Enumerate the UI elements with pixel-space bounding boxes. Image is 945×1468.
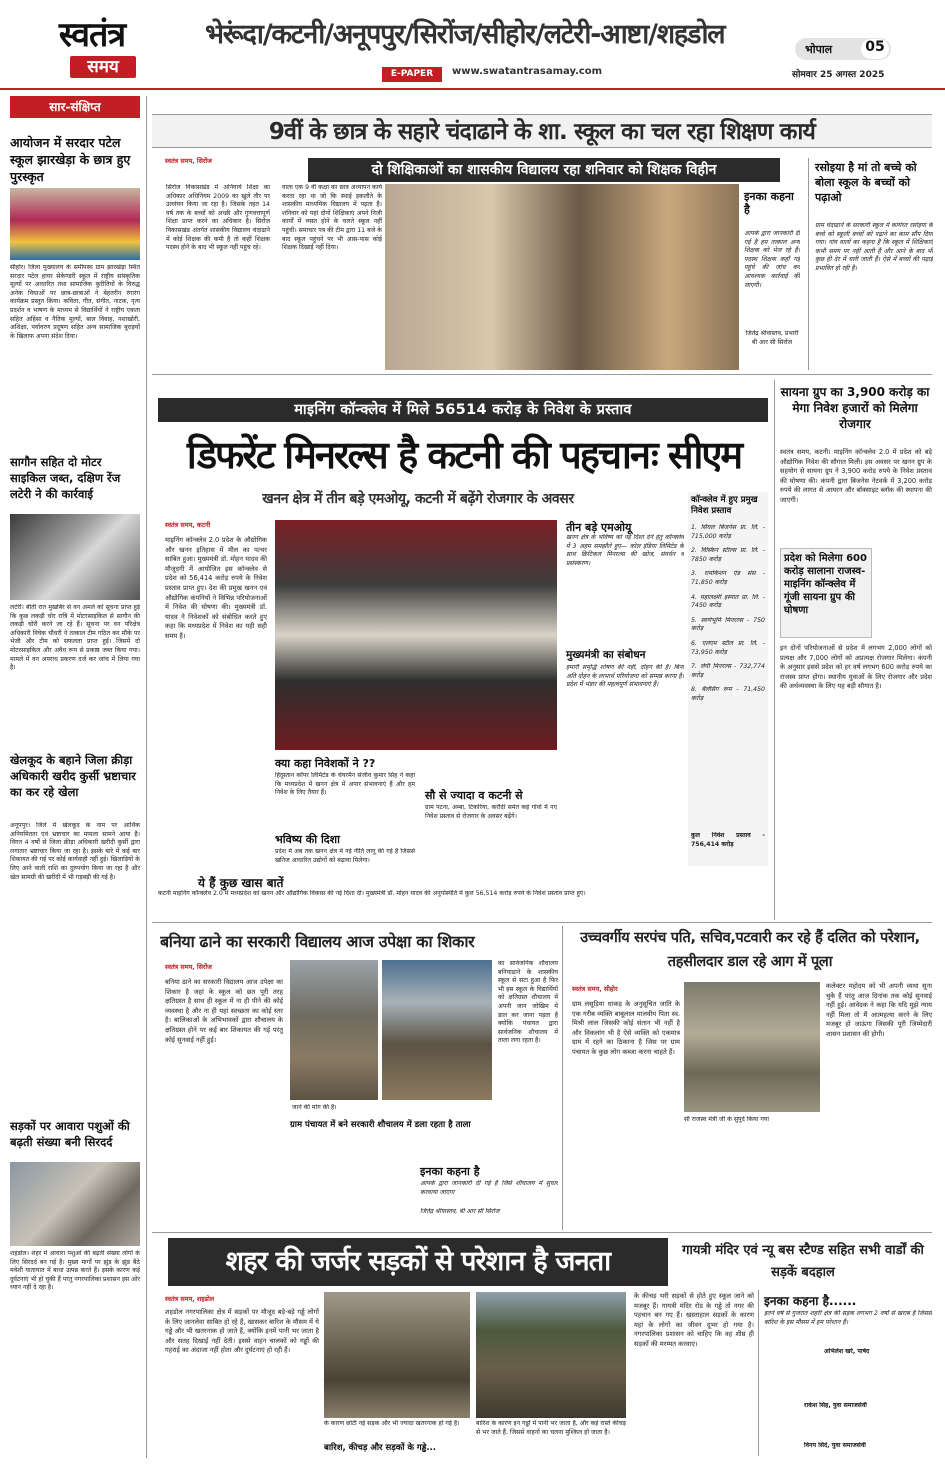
mining-photo xyxy=(275,520,557,750)
roads-headline: शहर की जर्जर सड़कों से परेशान है जनता xyxy=(168,1238,668,1286)
cm-body: हमारी समृद्धि शोषण की नहीं, दोहन की है। बिना अति दोहन के लाभार्थ परियोजना को सम्पन्न करना है। प्रदेश में भंडार की महत्वपूर्ण संभावनाएं हैं। xyxy=(566,664,684,689)
investment-box-title: कॉन्क्लेव में हुए प्रमुख निवेश प्रस्ताव xyxy=(691,495,758,516)
roads-caption-1: के कारण छोटी नई सड़क और भी ज्यादा खतरनाक हो गई है। xyxy=(324,1420,460,1427)
edition-box xyxy=(795,38,891,60)
mining-kicker: माइनिंग कॉन्क्लेव में मिले 56514 करोड़ के निवेश के प्रस्ताव xyxy=(158,398,768,422)
roads-photo-2 xyxy=(476,1292,626,1418)
top-story-col1: सिरोंज विकासखंड में अनिवार्य शिक्षा का अधिकार अधिनियम 2009 का खुले तौर पर उल्लंघन किया जा रहा है। जिसके तहत 14 वर्ष तक के बच्चों को अच्छी और गुणवत्तापूर्ण शिक्षा प्राप्त करने का अधिकार है। सिरोंज विकासखंड अंतर्गत शासकीय विद्यालय चंदाढाने में कोई शिक्षक की कमी है तो कहीं शिक्षक पदस्थ होने के बाद भी स्कूल नहीं पहुंच रहे। xyxy=(166,184,270,252)
cm-title: मुख्यमंत्री का संबोधन xyxy=(566,649,646,661)
katni-body: ग्राम पटना, अम्बा, टिकरिया, करौंदी समेत कई गांवों में नए निवेश प्रस्ताव से रोजगार के अवसर बढ़ेंगे। xyxy=(425,804,557,820)
mining-rule xyxy=(152,922,932,923)
roads-body-2: के कीचड़ भरी सड़कों से होते हुए स्कूल जाने को मजबूर हैं। गायत्री मंदिर रोड के गड्ढे तो नगर की पहचान बन गए हैं। खस्ताहाल सड़कों के कारण यहां के लोगों का जीवन दूभर हो गया है। नगरपालिका प्रशासन को चाहिए कि वह शीघ्र ही सड़कों की मरम्मत करवाए। xyxy=(634,1292,754,1348)
top-story-photo xyxy=(385,184,739,370)
logo-top: स्वतंत्र xyxy=(58,15,126,55)
bania-quote-title: इनका कहना है xyxy=(420,1165,480,1178)
bania-caption-2: ग्राम पंचायत में बने सरकारी शौचालय में डला रहता है ताला xyxy=(290,1120,471,1130)
issue-date: सोमवार 25 अगस्त 2025 xyxy=(792,70,885,80)
investment-item: 6. एलएम स्टील प्रा. लि. - 73,950 करोड़ xyxy=(691,639,765,656)
roads-quote xyxy=(764,1292,932,1456)
roads-quote-name-1: अभिलेश खरे, पार्षद xyxy=(824,1348,870,1355)
brief-4-photo xyxy=(10,1162,140,1246)
investors-box xyxy=(275,756,557,866)
brief-1-body: सीहोर। जिला मुख्यालय के समीपस्थ ग्राम झारखेड़ा स्थित सरदार पटेल हायर सेकेण्डरी स्कूल में राष्ट्रीय सांस्कृतिक मूल्यों पर आधारित तथा सामाजिक कुरीतियों के विरुद्ध अनेक विधाओं पर छात्र-छात्राओं ने बेहतरीन रंगारंग कार्यक्रम प्रस्तुत किया। कविता, गीत, संगीत, नाटक, नृत्य प्रदर्शन व भाषण के माध्यम से विद्यार्थियों ने राष्ट्रीय एकता सहित अहिंसा व नैतिक मूल्यों, बाल विवाह, नशाखोरी, अशिक्षा, पर्यावरण प्रदूषण सहित अन्य सामाजिक बुराइयों के खिलाफ अपना संदेश दिया। xyxy=(10,264,140,340)
quote-title: इनका कहना है xyxy=(744,190,794,216)
investors-body: हिंदुस्तान कॉपर लिमिटेड के चेयरमैन संजीव कुमार सिंह ने कहा कि मध्यप्रदेश में खनन क्षेत्र में अपार संभावनाएं हैं और हम निवेश के लिए तैयार हैं। xyxy=(275,772,415,797)
edition-name: भोपाल xyxy=(805,43,833,56)
masthead-rule xyxy=(0,88,945,90)
top-story-rule xyxy=(152,374,932,375)
top-story-headline: 9वीं के छात्र के सहारे चंदाढाने के शा. स्कूल का चल रहा शिक्षण कार्य xyxy=(152,114,932,148)
katni-title: सौ से ज्यादा व कटनी से xyxy=(425,789,523,802)
top-side-rule xyxy=(808,158,809,370)
brief-3-body: अनूपपुर। जिले में खेलकूद के नाम पर आर्थिक अनियमितता एवं भ्रष्टाचार का मामला सामने आया है। विगत 4 वर्षों से जिला क्रीड़ा अधिकारी खरीदी कुर्सी द्वारा लगातार भ्रष्टाचार किया जा रहा है। इसके बारे में कई बार शिकायत की गई पर कोई कार्यवाही नहीं हुई। खिलाड़ियों के लिए आने वाली राशि का दुरुपयोग किया जा रहा है और खेल सामग्री की खरीदी में भी गड़बड़ी की गई है। xyxy=(10,822,140,881)
saina-box: प्रदेश को मिलेगा 600 करोड़ सालाना राजस्व-माइनिंग कॉन्क्लेव में गूंजी सायना ग्रुप की घोषणा xyxy=(780,548,872,638)
investment-item: 7. जेपी मिनरल्स - 732,774 करोड़ xyxy=(691,663,765,679)
quote-text: आपके द्वारा जानकारी दी गई है हम तत्काल अन्य शिक्षक को भेज रहे हैं। पदस्थ शिक्षक कहाँ गईं पहुंचे की जांच कर आवश्यक कार्रवाई की जाएगी। xyxy=(744,230,800,289)
mining-side-rule xyxy=(774,380,775,920)
roads-caption-2: बारिश के कारण इन गड्ढों में पानी भर जाता है, और कई रास्ते कीचड़ से भर जाते हैं, जिससे वाहनों का चलना मुश्किल हो जाता है। xyxy=(476,1420,626,1436)
mou-title: तीन बड़े एमओयू xyxy=(566,521,632,534)
epaper-label: E-PAPER xyxy=(382,67,442,82)
roads-photo-1 xyxy=(324,1292,470,1418)
roads-side-rule xyxy=(758,1290,759,1456)
investment-item: 3. रामकिशन एंड संस - 71,850 करोड़ xyxy=(691,570,765,586)
investment-item: 8. बैलेंसिंग रूम - 71,450 करोड़ xyxy=(691,686,765,702)
left-column-rule xyxy=(146,96,147,1458)
brief-4-body: शहडोल। शहर में आवारा पशुओं की बढ़ती संख्या लोगों के लिए सिरदर्द बन गई है। मुख्य मार्गों पर झुंड के झुंड बैठे मवेशी यातायात में बाधा उत्पन्न करते हैं। इसके कारण कई दुर्घटनाएं भी हो चुकी हैं परंतु नगरपालिका प्रशासन इस ओर ध्यान नहीं दे रहा है। xyxy=(10,1250,140,1292)
brief-2-photo xyxy=(10,514,140,600)
masthead xyxy=(0,0,945,90)
side-story-body: ग्राम चंदाढाने के सरकारी स्कूल में कार्यरत रसोइया के बच्चे को स्कूली बच्चों को पढ़ाने का काम सौंप दिया गया। गांव वालों का कहना है कि स्कूल में शिक्षिकाएं कभी समय पर नहीं आती हैं और आने के बाद भी कुछ ही देर में चली जाती हैं। ऐसे में बच्चों की पढ़ाई प्रभावित हो रही है। xyxy=(815,222,933,272)
mining-headline: डिफरेंट मिनरल्स है कटनी की पहचानः सीएम xyxy=(186,433,742,477)
top-story-subhead: दो शिक्षिकाओं का शासकीय विद्यालय रहा शनिवार को शिक्षक विहीन xyxy=(308,158,780,182)
mou-body: खनन क्षेत्र के भविष्य को नई दिशा देने हेतु कॉन्क्लेव में 3 अहम समझौते हुए— कोल इंडिया लिमिटेड के साथ क्रिटिकल मिनरल्स की खोज, संवर्धन व प्रसंस्करण। xyxy=(566,534,684,567)
investment-item: 1. सिंघल बिजनेस प्रा. लि. - 715,000 करोड़ xyxy=(691,524,765,540)
city-list: भेरूंदा/कटनी/अनूपपुर/सिरोंज/सीहोर/लटेरी-आष्टा/शहडोल xyxy=(205,19,725,50)
side-story-title: रसोइया है मां तो बच्चे को बोला स्कूल के बच्चों को पढ़ाओ xyxy=(815,161,917,204)
roads-quote-name-2: राकेश सिंह, युवा समाजसेवी xyxy=(804,1402,867,1409)
roads-byline: स्वतंत्र समय, शहडोल xyxy=(165,1295,215,1303)
sarpanch-body: ग्राम लसूड़िया धाकड़ के अनुसूचित जाति के एक गरीब व्यक्ति बाबूलाल मालवीय पिता स्व. मिश्री लाल जिसकी कोई संतान भी नहीं है और विकलांग भी है ऐसे व्यक्ति को एकमात्र ग्राम में रहने का ठिकाना है जिस पर ग्राम पंचायत के कुछ लोग कब्जा करना चाहते हैं। xyxy=(572,1000,680,1056)
investors-title: क्या कहा निवेशकों ने ?? xyxy=(275,757,376,770)
future-title: भविष्य की दिशा xyxy=(275,833,340,846)
brief-2-title: सागौन सहित दो मोटर साइकिल जब्त, दक्षिण रेंज लटेरी ने की कार्रवाई xyxy=(10,455,121,501)
top-story-byline: स्वतंत्र समय, सिरोंज xyxy=(165,157,212,165)
roads-quote-text: इतने वर्ष से गुजरात शहरी क्षेत्र की सड़क लगभग 2 वर्षों से खराब है जिससे बारिश के इस मौसम में हम परेशान हैं। xyxy=(764,1310,932,1326)
mining-byline: स्वतंत्र समय, कटनी xyxy=(165,521,211,529)
brief-4-title: सड़कों पर आवारा पशुओं की बढ़ती संख्या बनी सिरदर्द xyxy=(10,1119,130,1149)
top-story-quote xyxy=(744,190,800,370)
roads-side-head: गायत्री मंदिर एवं न्यू बस स्टैण्ड सहित सभी वार्डों की सड़कें बदहाल xyxy=(682,1243,924,1280)
bania-rule xyxy=(562,926,563,1230)
left-column xyxy=(10,96,140,1458)
saina-title: सायना ग्रुप का 3,900 करोड़ का मेगा निवेश हजारों को मिलेगा रोजगार xyxy=(780,385,930,431)
mou-box xyxy=(566,520,684,866)
investment-box xyxy=(688,492,768,866)
bania-quote-name: जितेंद्र श्रीवास्तव, बी आर सी सिरोंज xyxy=(420,1208,500,1215)
future-body: प्रदेश में अब तक खनन क्षेत्र में नई नीति लागू की गई है जिससे खनिज आधारित उद्योगों को बढ़ावा मिलेगा। xyxy=(275,848,415,864)
site-url[interactable]: www.swatantrasamay.com xyxy=(452,66,603,77)
investment-item: 5. स्वर्णभूमि मिनरल्स - 750 करोड़ xyxy=(691,616,765,633)
bania-headline: बनिया ढाने का सरकारी विद्यालय आज उपेक्षा का शिकार xyxy=(160,932,475,951)
brief-1-title: आयोजन में सरदार पटेल स्कूल झारखेड़ा के छात्र हुए पुरस्कृत xyxy=(10,135,131,184)
investment-item: 4. महालक्ष्मी इस्पात प्रा. लि. - 7450 करोड़ xyxy=(691,593,765,610)
logo xyxy=(28,10,156,80)
bania-caption-1: जाने की मांग की है। xyxy=(292,1104,337,1111)
investment-list xyxy=(691,524,765,824)
page-number: 05 xyxy=(861,39,889,59)
section-banner: सार-संक्षिप्त xyxy=(10,96,140,118)
bania-photo-2 xyxy=(382,960,492,1100)
logo-bottom: समय xyxy=(70,56,136,78)
mining-subhead: खनन क्षेत्र में तीन बड़े एमओयू, कटनी में बढ़ेंगे रोजगार के अवसर xyxy=(262,491,574,507)
special-body: कटनी माइनिंग कॉन्क्लेव 2.0 में मध्यप्रदेश को खनन और औद्योगिक विकास की नई दिशा दी। मुख्यमंत्री डॉ. मोहन यादव की अनुपस्थिति में कुल 56,514 करोड़ रुपये के निवेश प्रस्ताव प्राप्त हुए। xyxy=(158,890,586,897)
bania-body-2: का सार्वजनिक शौचालय बनियाढाने के शासकीय स्कूल से सटा हुआ है फिर भी इस स्कूल के विद्यार्थियों को क्षतिग्रस्त शौचालय में अपनी जान जोखिम में डाल कर जाना पड़ता है क्योंकि पंचायत द्वारा सार्वजनिक शौचालय में ताला लगा रहता है। xyxy=(498,960,558,1045)
bania-quote-text: आपके द्वारा जानकारी दी गई है जिसे शौचालय में सुधार करवाया जाएगा xyxy=(420,1180,558,1196)
brief-2-body: लटेरी। बीती रात मुखबिर से वन अमले को सूचना प्राप्त हुई कि कुछ लकड़ी चोर रात्रि में मोटरसाइकिल से सागौन की लकड़ी चोरी करने जा रहे हैं। सूचना पर वन परिक्षेत्र अधिकारी विवेक चौधरी ने तत्काल टीम गठित कर मौके पर भेजी और टीम को सफलता प्राप्त हुई। जिसमें दो मोटरसाइकिल और अवैध रूप से प्रकाष्ठ जब्त किया गया। मामले में वन अपराध प्रकरण दर्ज कर जांच में लिया गया है। xyxy=(10,604,140,672)
sarpanch-headline: उच्चवर्गीय सरपंच पति, सचिव,पटवारी कर रहे हैं दलित को परेशान, तहसीलदार डाल रहे आग में पूला xyxy=(580,930,920,970)
investment-item: 2. विस्किन स्टील्स प्रा. लि. - 7850 करोड़ xyxy=(691,547,765,563)
saina-body-2: इन दोनों परियोजनाओं से प्रदेश में लगभग 2,000 लोगों को प्रत्यक्ष और 7,000 लोगों को अप्रत्यक्ष रोजगार मिलेगा। कंपनी के अनुसार इससे प्रदेश को हर वर्ष लगभग 600 करोड़ रुपये का राजस्व प्राप्त होगा। स्थानीय युवाओं के लिए रोजगार और प्रदेश की अर्थव्यवस्था के लिए यह बड़ी सौगात है। xyxy=(780,644,932,691)
sarpanch-caption: सी राजस्व मंत्री जी के सुपुर्द किया गया xyxy=(684,1116,769,1123)
sarpanch-photo xyxy=(684,982,820,1112)
mid-rule xyxy=(152,1232,932,1233)
roads-quote-name-3: विनय सिंदे, युवा समाजसेवी xyxy=(804,1442,866,1449)
bania-quote xyxy=(420,1164,558,1226)
brief-1-photo xyxy=(10,188,140,260)
bania-byline: स्वतंत्र समय, सिरोंज xyxy=(165,963,212,971)
roads-quote-title: इनका कहना है...... xyxy=(764,1294,857,1308)
investment-total: कुल निवेश प्रस्ताव - 756,414 करोड़ xyxy=(691,832,765,848)
bania-body: बनिया ढाने का सरकारी विद्यालय आज उपेक्षा का शिकार है जहां के स्कूल को छत पूरी तरह क्षतिग्रस्त है साथ ही स्कूल में ना ही पीने की कोई व्यवस्था है और ना ही यहां स्वच्छता का कोई स्तर है। बालिकाओं के अभिभावकों द्वारा शौचालय के क्षतिग्रस्त होने पर कई बार शिकायत की गई परंतु कोई सुनवाई नहीं हुई। xyxy=(165,978,283,1044)
special-title: ये हैं कुछ खास बातें xyxy=(198,876,284,890)
bania-photo-1 xyxy=(290,960,378,1100)
top-story-col2: वाला एक 9 वीं कक्षा का छात्र अध्यापन कार्य करता रहा था जो कि स्थाई इकलौते के शासकीय माध्यमिक विद्यालय में पढ़ता है। शनिवार को यहां दोनों शिक्षिकाएं अपने निजी कार्यों में व्यस्त होने के चलते स्कूल नहीं पहुंची। समाचार पत्र की टीम द्वारा 11 बजे के बाद स्कूल पहुंचने पर भी आस-पास कोई शिक्षक दिखाई नहीं दिया। xyxy=(282,184,382,252)
saina-body: स्वतंत्र समय, कटनी। माइनिंग कॉन्क्लेव 2.0 में प्रदेश को बड़े औद्योगिक निवेश की सौगात मिली। इस अवसर पर खनन ग्रुप के सहयोग से सायना ग्रुप ने 3,900 करोड़ रुपये के निवेश प्रस्ताव की घोषणा की। कंपनी द्वारा बिजनेस नेटवर्क में 3,200 करोड़ रुपये की लागत से आयरन और बॉक्साइट ब्लॉक की स्थापना की जाएगी। xyxy=(780,448,932,504)
sarpanch-byline: स्वतंत्र समय, सीहोर xyxy=(572,985,618,993)
mining-body: माइनिंग कॉन्क्लेव 2.0 प्रदेश के औद्योगिक और खनन इतिहास में मील का पत्थर साबित हुआ। मुख्यमंत्री डॉ. मोहन यादव की मौजूदगी में आयोजित इस कॉन्क्लेव से प्रदेश को 56,414 करोड़ रुपये के निवेश प्रस्ताव प्राप्त हुए। देश की प्रमुख खनन एवं औद्योगिक कंपनियों ने विभिन्न परियोजनाओं में निवेश की घोषणा की। मुख्यमंत्री डॉ. यादव ने निवेशकों को संबोधित करते हुए कहा कि मध्यप्रदेश में निवेश का यही सही समय है। xyxy=(165,536,267,640)
roads-caption-3: बारिश, कीचड़ और सड़कों के गड्ढे... xyxy=(324,1443,437,1453)
brief-3-title: खेलकूद के बहाने जिला क्रीड़ा अधिकारी खरीद कुर्सी भ्रष्टाचार का कर रहे खेला xyxy=(10,753,136,799)
quote-name: जितेंद्र श्रीवास्तव, प्रभारी बी आर सी सिरोंज xyxy=(745,330,799,346)
sarpanch-body-2: कलेक्टर महोदय को भी अपनी व्यथा सुना चुके हैं परंतु आज दिनांक तक कोई सुनवाई नहीं हुई। आवेदक ने कहा कि यदि मुझे न्याय नहीं मिला तो मैं आत्महत्या करने के लिए मजबूर हो जाऊंगा जिसकी पूरी जिम्मेदारी शासन प्रशासन की होगी। xyxy=(826,982,932,1038)
special-strip xyxy=(158,874,770,918)
roads-body: शहडोल नगरपालिका क्षेत्र में सड़कों पर मौजूद बड़े-बड़े गड्ढे लोगों के लिए जानलेवा साबित हो रहे हैं, खासकर बारिश के मौसम में ये गड्ढे और भी खतरनाक हो जाते हैं, क्योंकि इनमें पानी भर जाता है और सतह दिखाई नहीं देती। इससे वाहन चालकों को गड्ढों की गहराई का अंदाजा नहीं होता और दुर्घटनाएं हो रही हैं। xyxy=(165,1308,319,1355)
